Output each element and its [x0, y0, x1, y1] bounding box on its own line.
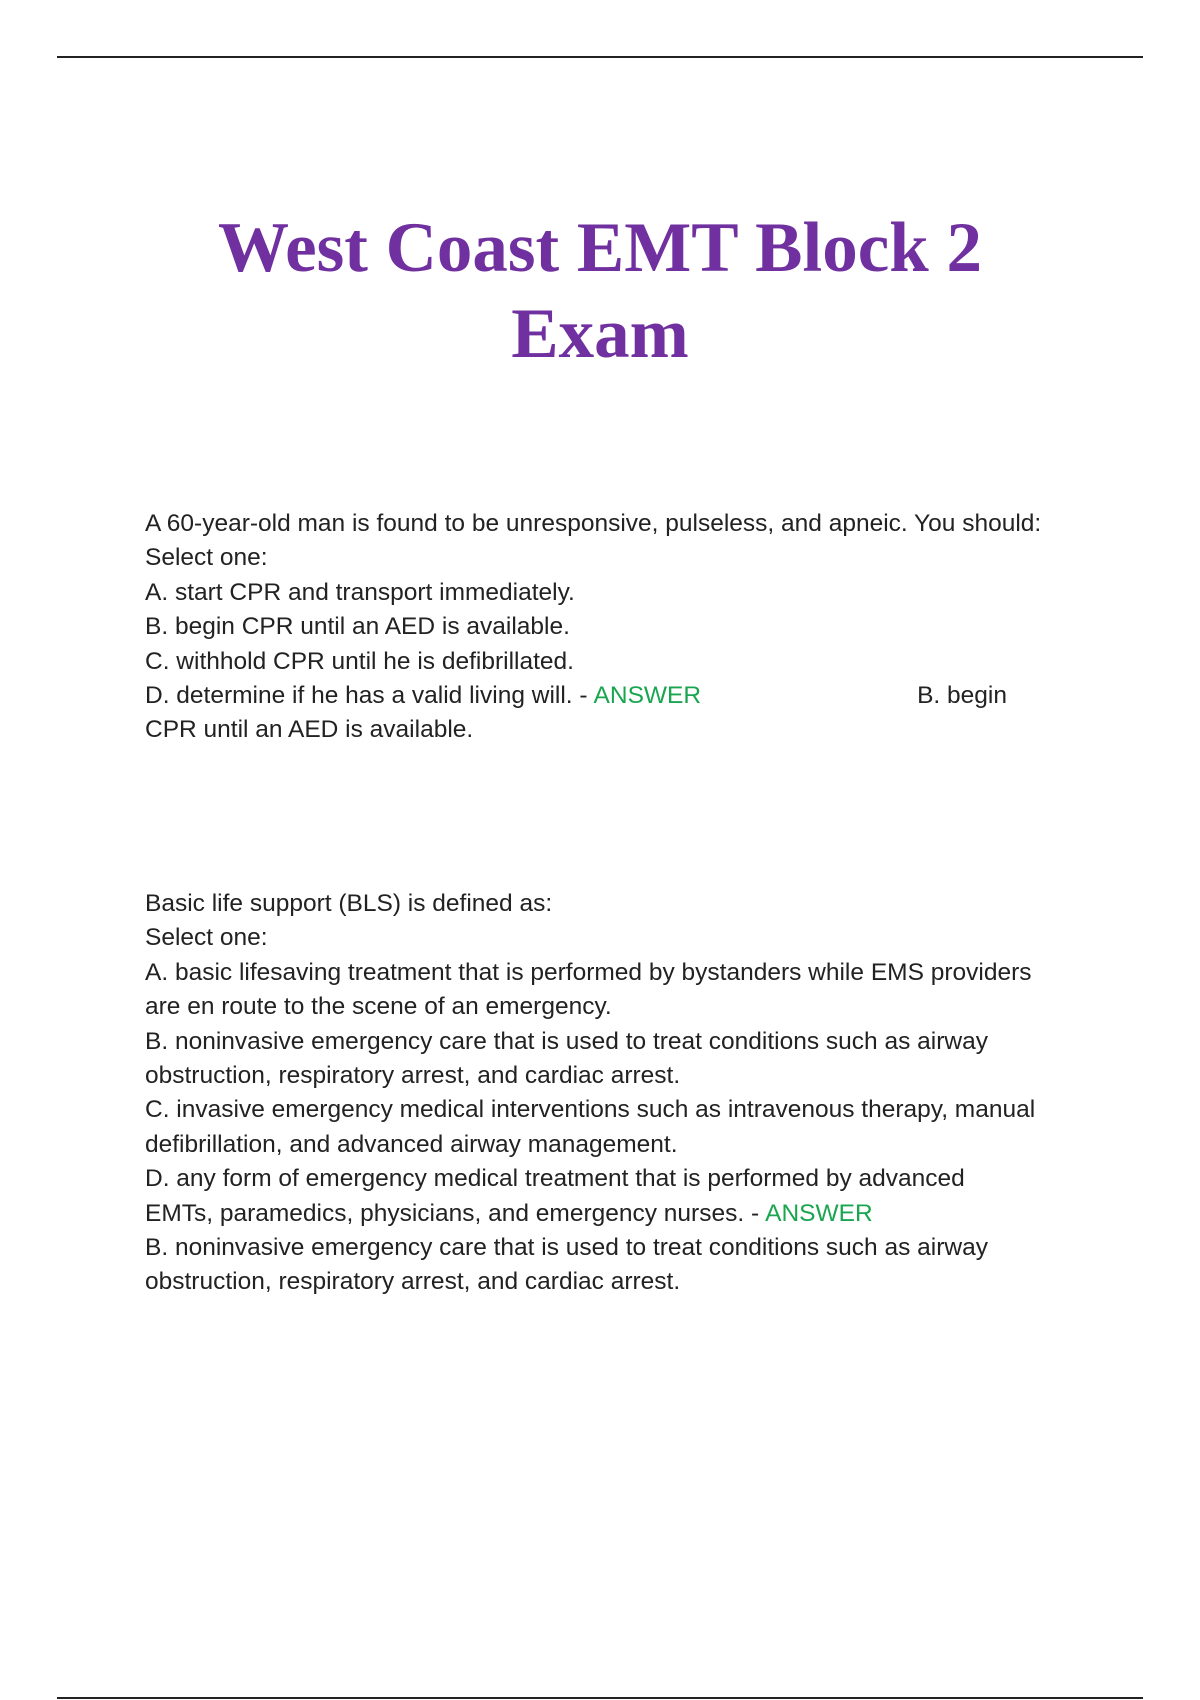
select-one-label: Select one: — [145, 924, 268, 952]
option-a-line-2: are en route to the scene of an emergency. — [145, 993, 612, 1021]
document-title — [100, 205, 1100, 377]
option-a-line-1: A. basic lifesaving treatment that is performed by bystanders while EMS providers — [145, 958, 1032, 986]
option-d: D. determine if he has a valid living will. - — [145, 682, 588, 710]
option-c-line-1: C. invasive emergency medical interventions such as intravenous therapy, manual — [145, 1096, 1036, 1124]
answer-text-part-2: CPR until an AED is available. — [145, 716, 474, 744]
answer-text-part-1: B. begin — [917, 682, 1007, 710]
option-b: B. begin CPR until an AED is available. — [145, 613, 570, 641]
option-b-line-2: obstruction, respiratory arrest, and cardiac arrest. — [145, 1062, 681, 1090]
option-d-text: EMTs, paramedics, physicians, and emergency nurses. - — [145, 1199, 760, 1227]
question-2 — [145, 887, 1100, 1300]
option-d-line — [145, 679, 1100, 713]
question-prompt: A 60-year-old man is found to be unresponsive, pulseless, and apneic. You should: — [145, 510, 1042, 537]
answer-text-line-1: B. noninvasive emergency care that is used to treat conditions such as airway — [145, 1234, 988, 1262]
top-rule — [57, 56, 1143, 58]
option-b-line-1: B. noninvasive emergency care that is used to treat conditions such as airway — [145, 1027, 988, 1055]
answer-text-line-2: obstruction, respiratory arrest, and cardiac arrest. — [145, 1268, 681, 1296]
title-line-2: Exam — [511, 295, 689, 373]
option-c-line-2: defibrillation, and advanced airway management. — [145, 1130, 678, 1158]
select-one-label: Select one: — [145, 544, 268, 572]
option-c: C. withhold CPR until he is defibrillated. — [145, 647, 574, 675]
question-prompt: Basic life support (BLS) is defined as: — [145, 890, 553, 917]
answer-label: ANSWER — [593, 682, 702, 710]
option-d-line-1: D. any form of emergency medical treatment that is performed by advanced — [145, 1165, 965, 1193]
answer-label: ANSWER — [765, 1199, 873, 1227]
option-a: A. start CPR and transport immediately. — [145, 578, 575, 606]
option-d-line-2 — [145, 1197, 1100, 1231]
question-1 — [145, 507, 1100, 748]
title-line-1: West Coast EMT Block 2 — [218, 209, 982, 287]
bottom-rule — [57, 1697, 1143, 1699]
